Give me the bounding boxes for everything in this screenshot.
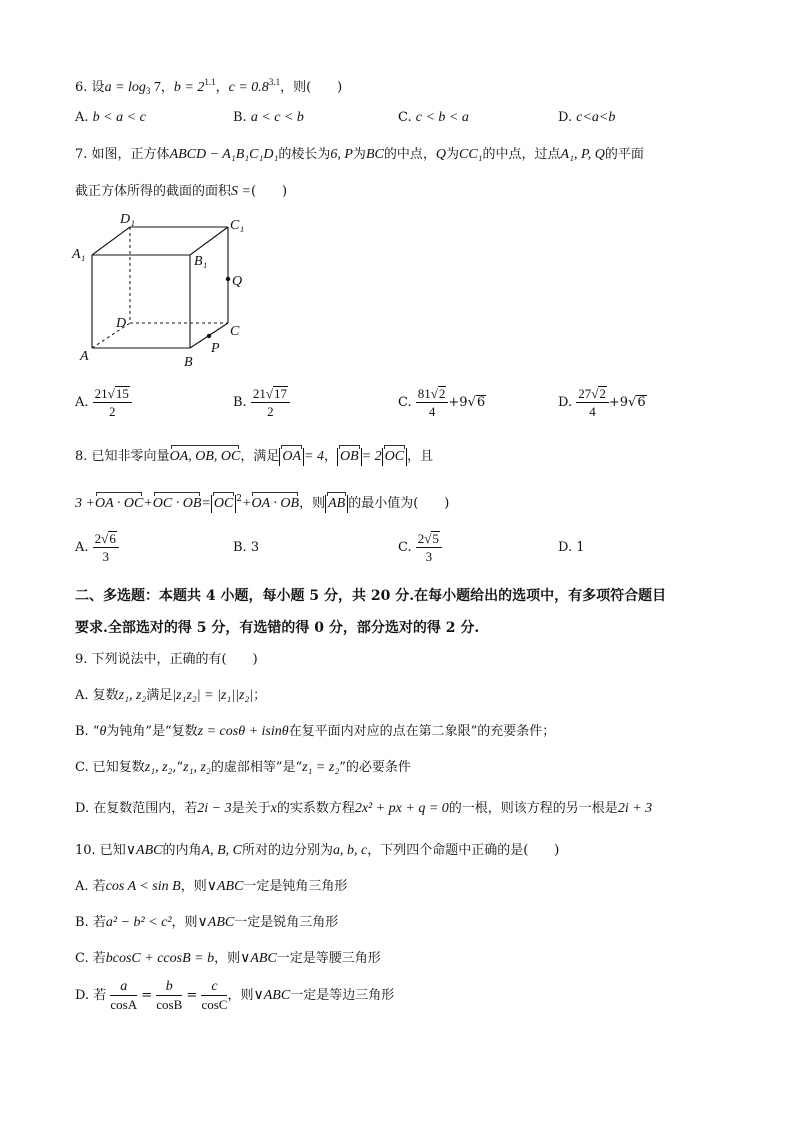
label-b1: B₁ xyxy=(194,254,208,269)
label-b: B xyxy=(184,355,193,370)
label-p: P xyxy=(211,341,220,356)
q10-option-b: B. 若a² − b² < c²，则∨ABC一定是锐角三角形 xyxy=(75,915,339,930)
q7-option-c: C. $\frac{81√2}{4}$ +9√6 xyxy=(398,386,486,419)
q8-stem-line1: 8. 已知非零向量OA, OB, OC，满足 OA = 4， OB = 2 OC ，且 xyxy=(75,449,434,464)
label-c: C xyxy=(230,324,240,339)
q7-option-d: D. $\frac{27√2}{4}$ +9√6 xyxy=(558,386,646,419)
q8-option-d: D. 1 xyxy=(558,540,585,555)
q8-option-b: B. 3 xyxy=(233,540,260,555)
label-d1: D₁ xyxy=(120,212,135,227)
label-a1: A₁ xyxy=(72,247,86,262)
q7-stem-line1: 7. 如图，正方体ABCD − A₁B₁C₁D₁的棱长为6, P为BC的中点，Q为CC₁的中点，过点A₁, P, Q的平面 xyxy=(75,147,644,162)
q8-option-a: A. $\frac{2√6}{3}$ xyxy=(75,530,119,565)
label-a: A xyxy=(80,349,89,364)
q6-option-a: A. b < a < c xyxy=(75,110,146,125)
q7-stem-line2: 截正方体所得的截面的面积S =( ) xyxy=(75,184,288,199)
q6-option-b: B. a < c < b xyxy=(233,110,304,125)
q10-stem: 10. 已知∨ABC的内角A, B, C所对的边分别为a, b, c，下列四个命题中正确的是( ) xyxy=(75,843,560,858)
section-2-heading-line1: 二、多选题：本题共 4 小题，每小题 5 分，共 20 分.在每小题给出的选项中，有多项符合题目 xyxy=(75,588,667,604)
cube-figure xyxy=(70,205,260,370)
section-2-heading-line2: 要求.全部选对的得 5 分，有选错的得 0 分，部分选对的得 2 分. xyxy=(75,620,480,636)
q9-option-c: C. 已知复数z₁, z₂,“z₁, z₂的虚部相等”是“z₁ = z₂”的必要条件 xyxy=(75,760,411,775)
q6-stem: 6. 设$a = \log_3 7$，$b = 2^{1.1}$，$c = 0.8^{3.1}$，则( ) xyxy=(75,77,343,96)
q6-option-d: D. c<a<b xyxy=(558,110,616,125)
q9-stem: 9. 下列说法中，正确的有( ) xyxy=(75,652,258,667)
q7-option-b: B. $\frac{21√17}{2}$ xyxy=(233,385,290,420)
label-d: D xyxy=(116,316,127,331)
q10-option-a: A. 若cos A < sin B，则∨ABC一定是钝角三角形 xyxy=(75,879,348,894)
q9-option-d: D. 在复数范围内，若2i − 3是关于x的实系数方程2x² + px + q = 0的一根，则该方程的另一根是2i + 3 xyxy=(75,801,653,816)
label-c1: C₁ xyxy=(230,218,245,233)
q10-option-d: D. 若 $\frac{a}{\cos A}$ = $\frac{b}{\cos B}$ = $\frac{c}{\cos C}$ ，则∨ABC一定是等边三角形 xyxy=(75,979,395,1012)
q9-option-b: B. “θ为钝角”是“复数z = cosθ + isinθ在复平面内对应的点在第二象限”的充要条件； xyxy=(75,724,556,739)
point-q xyxy=(226,277,230,281)
q7-option-a: A. $\frac{21√15}{2}$ xyxy=(75,385,132,420)
label-q: Q xyxy=(232,274,243,289)
q8-option-c: C. $\frac{2√5}{3}$ xyxy=(398,530,442,565)
q6-option-c: C. c < b < a xyxy=(398,110,469,125)
q8-stem-line2: 3 +OA · OC+OC · OB= OC $^2$+OA · OB，则 AB 的最小值为( ) xyxy=(75,494,450,511)
q9-option-a: A. 复数z₁, z₂满足|z₁z₂| = |z₁||z₂|； xyxy=(75,688,267,703)
point-p xyxy=(207,334,211,338)
q10-option-c: C. 若bcosC + ccosB = b，则∨ABC一定是等腰三角形 xyxy=(75,951,381,966)
